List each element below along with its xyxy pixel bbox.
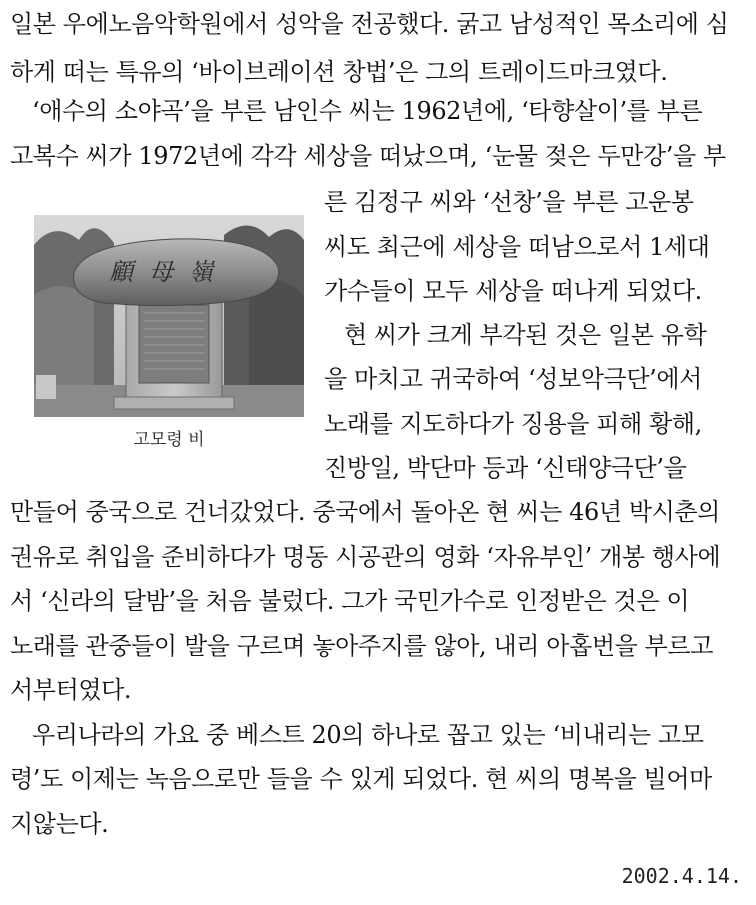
text-line: 지않는다.: [10, 810, 109, 838]
text-line: 고복수 씨가 1972년에 각각 세상을 떠났으며, ‘눈물 젖은 두만강’을 부: [10, 142, 726, 170]
monument-inscription: 顧母嶺: [109, 258, 229, 286]
text-line: 노래를 관중들이 발을 구르며 놓아주지를 않아, 내리 아홉번을 부르고: [10, 632, 714, 660]
text-line: 른 김정구 씨와 ‘선창’을 부른 고운봉: [324, 188, 694, 216]
article-date: 2002.4.14.: [621, 864, 742, 888]
text-line: 령’도 이제는 녹음으로만 들을 수 있게 되었다. 현 씨의 명복을 빌어마: [10, 765, 712, 793]
text-line: 권유로 취입을 준비하다가 명동 시공관의 영화 ‘자유부인’ 개봉 행사에: [10, 543, 721, 571]
photo-caption: 고모령 비: [133, 430, 205, 450]
monument-photo: [34, 215, 304, 417]
text-line: 일본 우에노음악학원에서 성악을 전공했다. 굵고 남성적인 목소리에 심: [10, 10, 729, 38]
text-line: 하게 떠는 특유의 ‘바이브레이션 창법’은 그의 트레이드마크였다.: [10, 58, 668, 86]
text-line: 진방일, 박단마 등과 ‘신태양극단’을: [324, 454, 687, 482]
text-line: 서부터였다.: [10, 676, 132, 704]
text-line: 현 씨가 크게 부각된 것은 일본 유학: [344, 321, 707, 349]
text-line: 서 ‘신라의 달밤’을 처음 불렀다. 그가 국민가수로 인정받은 것은 이: [10, 587, 690, 615]
text-line: 우리나라의 가요 중 베스트 20의 하나로 꼽고 있는 ‘비내리는 고모: [32, 721, 704, 749]
text-line: 만들어 중국으로 건너갔었다. 중국에서 돌아온 현 씨는 46년 박시춘의: [10, 498, 720, 526]
text-line: 가수들이 모두 세상을 떠나게 되었다.: [324, 277, 702, 305]
text-line: ‘애수의 소야곡’을 부른 남인수 씨는 1962년에, ‘타향살이’를 부른: [32, 97, 703, 125]
monument-photo-icon: [34, 215, 304, 417]
text-line: 씨도 최근에 세상을 떠남으로서 1세대: [324, 233, 710, 261]
text-line: 노래를 지도하다가 징용을 피해 황해,: [324, 410, 702, 438]
text-line: 을 마치고 귀국하여 ‘성보악극단’에서: [324, 365, 702, 393]
